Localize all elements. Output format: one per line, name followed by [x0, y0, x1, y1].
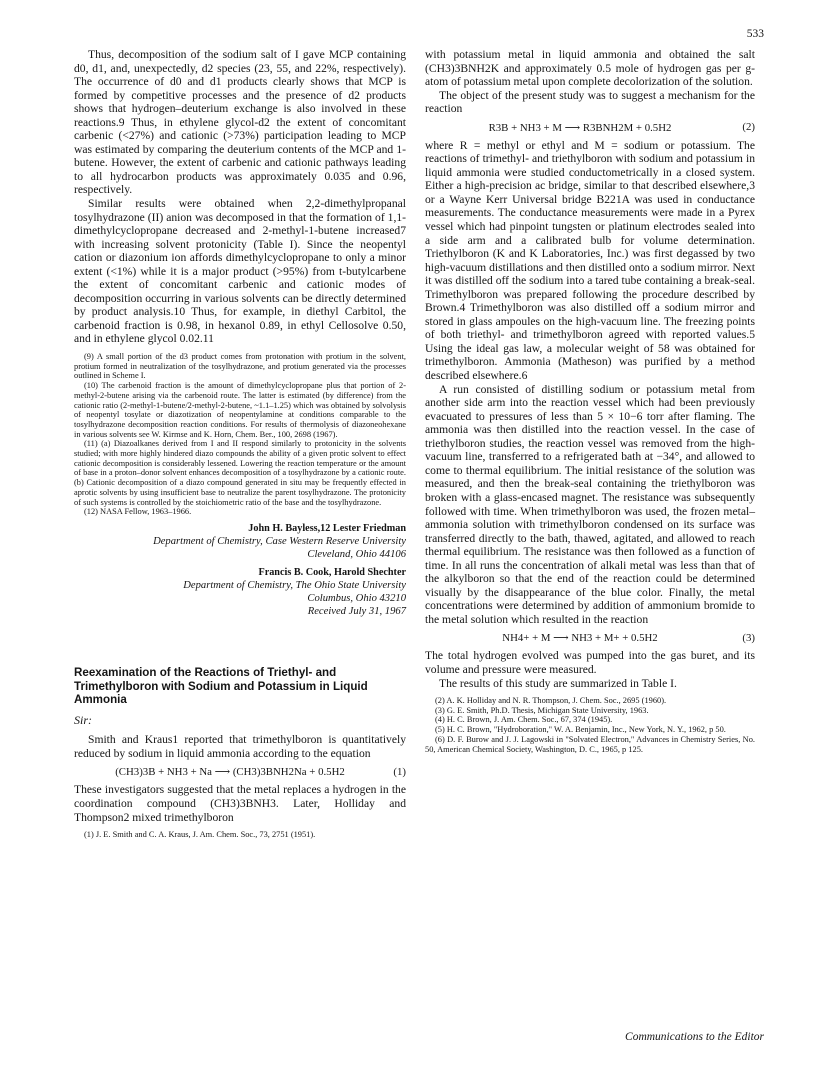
footnote-3: (3) G. E. Smith, Ph.D. Thesis, Michigan State University, 1963.	[435, 705, 649, 715]
signature-block-1	[74, 522, 406, 561]
author-names: Francis B. Cook, Harold Shechter	[258, 566, 406, 578]
paragraph: Thus, decomposition of the sodium salt of I gave MCP containing d0, d1, and, unexpectedly, d2 species (23, 55, and 22%, respectively). The occurrence of d0 and d1 products clearly shows that MCP is formed by competitive processes and the presence of d2 products shows that hydrogen–deuterium exchange is also involved in these reactions.9 Thus, in ethylene glycol-d2 the extent of concomitant carbenic (<27%) and cationic (>73%) participation leading to MCP was estimated by comparing the deuterium contents of the MCP and 1-butene. However, the extent of carbenic and cationic pathways leading to all hydrocarbon products was approximately 0.035 and 0.96, respectively.	[74, 48, 406, 197]
paragraph: where R = methyl or ethyl and M = sodium or potassium. The reactions of trimethyl- and triethylboron with sodium and potassium in liquid ammonia were studied conductometrically in a closed system. Either a high-precision ac bridge, similar to that described elsewhere,3 or a Wayne Kerr Universal bridge B221A was used in conductance measurements. The conductance measurements were made in a Pyrex vessel which had pinpoint tungsten or platinum electrodes sealed into a side arm and a calibrated bulb for volume determination. Triethylboron (K and K Laboratories, Inc.) was first degassed by two high-vacuum distillations and then distilled onto a sodium mirror. Next it was distilled off the sodium into a tared tube containing a break-seal. Trimethylboron was prepared following the procedure described by Brown.4 Trimethylboron was also distilled off a sodium mirror and stored in glass ampoules on the high-vacuum line. The freezing points of both triethyl- and trimethylboron agreed with reported values.5 Using the ideal gas law, a molecular weight of 58 was obtained for trimethylboron. Ammonia (Matheson) was purified by a method described elsewhere.6	[425, 138, 755, 383]
paragraph: with potassium metal in liquid ammonia and obtained the salt (CH3)3BNH2K and approximately 0.5 mole of hydrogen gas per g-atom of potassium metal upon complete decolorization of the solution.	[425, 48, 755, 89]
footnote-5: (5) H. C. Brown, "Hydroboration," W. A. Benjamin, Inc., New York, N. Y., 1962, p 50.	[435, 725, 726, 735]
footnotes	[74, 352, 406, 517]
footnote-12: (12) NASA Fellow, 1963–1966.	[84, 507, 192, 517]
footnote-9: (9) A small portion of the d3 product comes from protonation with protium in the solvent, protium formed in neutralization of the tosylhydrazone, and protium generated via the processes outlined in Scheme I.	[74, 352, 406, 381]
equation-number: (1)	[393, 765, 406, 778]
equation-number: (2)	[742, 121, 755, 134]
paragraph: The object of the present study was to suggest a mechanism for the reaction	[425, 88, 755, 116]
equation-expression: R3B + NH3 + M ⟶ R3BNH2M + 0.5H2	[488, 121, 672, 134]
affiliation: Department of Chemistry, Case Western Reserve University	[153, 535, 406, 547]
equation-number: (3)	[742, 631, 755, 644]
page-number: 533	[746, 28, 764, 40]
affiliation-city: Cleveland, Ohio 44106	[307, 548, 406, 560]
author-names: John H. Bayless,12 Lester Friedman	[248, 522, 406, 534]
footnotes	[425, 696, 755, 754]
footnote-1: (1) J. E. Smith and C. A. Kraus, J. Am. Chem. Soc., 73, 2751 (1951).	[84, 830, 316, 840]
right-column	[425, 48, 755, 754]
paragraph: These investigators suggested that the metal replaces a hydrogen in the coordination compound (CH3)3BNH3. Later, Holliday and Thompson2 mixed trimethylboron	[74, 783, 406, 824]
affiliation: Department of Chemistry, The Ohio State University	[183, 579, 406, 591]
paragraph: The total hydrogen evolved was pumped into the gas buret, and its volume and pressure were measured.	[425, 649, 755, 676]
footnote-4: (4) H. C. Brown, J. Am. Chem. Soc., 67, 374 (1945).	[435, 715, 613, 725]
signature-block-2	[74, 566, 406, 618]
paragraph: A run consisted of distilling sodium or potassium metal from another side arm into the reaction vessel which had been previously evacuated to pressures of less than 5 × 10−6 torr after flaming. The ammonia was then distilled into the reaction vessel. In the case of triethylboron studies, the reaction vessel was removed from the high-vacuum line, transferred to a refrigerated bath at −34°, and allowed to come to thermal equilibrium. The initial resistance of the solution was measured, and then the break-seal containing the triethylboron was broken with a glass-encased magnet. The resistance was subsequently followed with time. When trimethylboron was used, the frozen metal–ammonia solution with trimethylboron condensed on its surface was transferred directly to the bath, thawed, agitated, and allowed to reach thermal equilibrium. The resistance was then followed as a function of time. In all runs the concentration of alkali metal was less than that of the alkylboron so that the end of the reaction could be determined visually by the disappearance of the blue color. Finally, the metal concentrations were determined by addition of ammonium bromide to the metal solution which resulted in the reaction	[425, 382, 755, 626]
equation-1	[74, 765, 406, 778]
paragraph: Similar results were obtained when 2,2-dimethylpropanal tosylhydrazone (II) anion was decomposed in that the formation of 1,1-dimethylcyclopropane decreased and 2-methyl-1-butene increased7 with increasing solvent protonicity (Table I). Since the neopentyl cation or diazonium ion affords dimethylcyclopropane to only a minor extent (<1%) while it is a major product (>95%) from t-butylcarbene the extent of concomitant carbenic and cationic modes of decomposition occurring in various solvents can be directly determined by product analysis.10 Thus, for example, in diethyl Carbitol, the carbenoid fraction is 0.98, in hexanol 0.89, in ethyl Cellosolve 0.50, and in ethylene glycol 0.02.11	[74, 197, 406, 346]
paragraph: Smith and Kraus1 reported that trimethylboron is quantitatively reduced by sodium in liquid ammonia according to the equation	[74, 733, 406, 760]
paragraph: The results of this study are summarized in Table I.	[439, 676, 677, 690]
article-title: Reexamination of the Reactions of Triethyl- and Trimethylboron with Sodium and Potassium in Liquid Ammonia	[74, 665, 368, 707]
footnote-10: (10) The carbenoid fraction is the amount of dimethylcyclopropane plus that portion of 2-methyl-2-butene arising via the carbenoid route. The latter is estimated (by difference) from the cationic ratio (2-methyl-1-butene/2-methyl-2-butene, ~1.1–1.25) which was obtained by solvolysis of neopentyl tosylate or diazotization of neopentylamine at conditions comparable to the tosylhydrazone decomposition reaction conditions. For results of thermolysis of diazoneohexane in various solvents see W. Kirmse and K. Horn, Chem. Ber., 100, 2698 (1967).	[74, 381, 406, 439]
salutation: Sir:	[74, 712, 92, 727]
equation-expression: (CH3)3B + NH3 + Na ⟶ (CH3)3BNH2Na + 0.5H2	[115, 766, 345, 779]
left-column	[74, 48, 406, 840]
equation-3	[425, 631, 755, 644]
equation-2	[425, 121, 755, 134]
running-footer: Communications to the Editor	[625, 1031, 764, 1043]
footnote-6: (6) D. F. Burow and J. J. Lagowski in "Solvated Electron," Advances in Chemistry Series, No. 50, American Chemical Society, Washington, D. C., 1965, p 125.	[425, 734, 755, 754]
footnote-11: (11) (a) Diazoalkanes derived from I and II respond similarly to protonicity in the solvents studied; with more highly hindered diazo compounds the ability of a given protic solvent to effect cationic decomposition is considerably lessened. Lowering the reaction temperature or the amount of base in a proton–donor solvent enhances decomposition of a tosylhydrazone by a cationic route. (b) Cationic decomposition of a diazo compound generated in situ may be frequently effected in aprotic solvents by using insufficient base to neutralize the parent tosylhydrazone. The protonicity of such systems is controlled by the stoichiometric ratio of the base and the tosylhydrazone.	[74, 439, 406, 507]
footnote-2: (2) A. K. Holliday and N. R. Thompson, J. Chem. Soc., 2695 (1960).	[435, 696, 667, 706]
affiliation-city: Columbus, Ohio 43210	[307, 592, 406, 604]
footnotes	[74, 830, 406, 840]
equation-expression: NH4+ + M ⟶ NH3 + M+ + 0.5H2	[502, 632, 658, 645]
received-date: Received July 31, 1967	[307, 605, 406, 617]
